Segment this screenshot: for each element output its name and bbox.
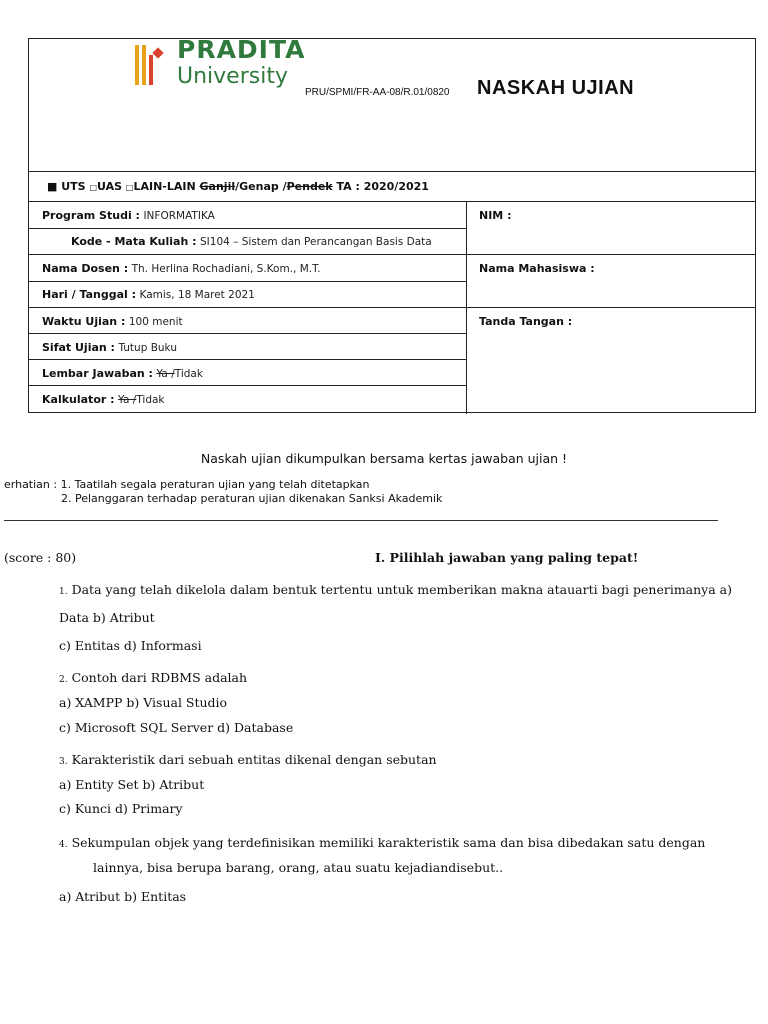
- question-4-continuation: lainnya, bisa berupa barang, orang, atau suatu kejadiandisebut..: [93, 860, 504, 875]
- section-title: I. Pilihlah jawaban yang paling tepat!: [375, 550, 639, 565]
- question-3-options-c: c) Kunci d) Primary: [59, 801, 183, 816]
- question-2: 2. Contoh dari RDBMS adalah: [59, 670, 248, 685]
- nama-mahasiswa-field: Nama Mahasiswa :: [479, 262, 595, 275]
- exam-type-lain: LAIN-LAIN: [133, 180, 196, 193]
- filled-square-icon: ■: [47, 180, 58, 193]
- question-1-options-a: Data b) Atribut: [59, 610, 155, 625]
- exam-header-table: [28, 38, 756, 413]
- tanda-tangan-field: Tanda Tangan :: [479, 315, 573, 328]
- section-divider: [4, 520, 718, 521]
- waktu-ujian-field: Waktu Ujian : 100 menit: [42, 315, 183, 328]
- academic-year: TA : 2020/2021: [336, 180, 429, 193]
- question-4: 4. Sekumpulan objek yang terdefinisikan memiliki karakteristik sama dan bisa dibedakan satu dengan: [59, 835, 706, 850]
- submission-notice: Naskah ujian dikumpulkan bersama kertas jawaban ujian !: [200, 451, 568, 466]
- exam-rules: [4, 478, 442, 506]
- rule-line-1: erhatian : 1. Taatilah segala peraturan ujian yang telah ditetapkan: [4, 478, 370, 491]
- lembar-jawaban-field: Lembar Jawaban : Ya /Tidak: [42, 367, 203, 380]
- kalkulator-field: Kalkulator : Ya /Tidak: [42, 393, 165, 406]
- kode-mata-kuliah-field: Kode - Mata Kuliah : SI104 – Sistem dan Perancangan Basis Data: [71, 235, 432, 248]
- program-studi-field: Program Studi : INFORMATIKA: [42, 209, 215, 222]
- question-4-options-a: a) Atribut b) Entitas: [59, 889, 187, 904]
- question-3-options-a: a) Entity Set b) Atribut: [59, 777, 205, 792]
- hari-tanggal-field: Hari / Tanggal : Kamis, 18 Maret 2021: [42, 288, 255, 301]
- question-3: 3. Karakteristik dari sebuah entitas dikenal dengan sebutan: [59, 752, 437, 767]
- document-code: PRU/SPMI/FR-AA-08/R.01/0820: [305, 87, 450, 98]
- document-title: NASKAH UJIAN: [477, 77, 635, 99]
- nim-field: NIM :: [479, 209, 512, 222]
- sifat-ujian-field: Sifat Ujian : Tutup Buku: [42, 341, 177, 354]
- logo-wordmark: PRADITA: [177, 39, 306, 61]
- semester-pendek: Pendek: [286, 180, 333, 193]
- empty-square-icon: □: [125, 183, 134, 192]
- rule-line-2: 2. Pelanggaran terhadap peraturan ujian dikenakan Sanksi Akademik: [61, 492, 443, 505]
- question-2-options-a: a) XAMPP b) Visual Studio: [59, 695, 228, 710]
- question-1: 1. Data yang telah dikelola dalam bentuk tertentu untuk memberikan makna atauarti bagi penerimanya a): [59, 582, 732, 597]
- exam-type-uts: UTS: [61, 180, 86, 193]
- pradita-logo-mark: [135, 45, 165, 85]
- empty-square-icon: □: [89, 183, 98, 192]
- question-1-options-c: c) Entitas d) Informasi: [59, 638, 202, 653]
- semester-genap: /Genap /: [235, 180, 287, 193]
- semester-ganjil: Ganjil: [199, 180, 236, 193]
- exam-type-uas: UAS: [97, 180, 123, 193]
- nama-dosen-field: Nama Dosen : Th. Herlina Rochadiani, S.Kom., M.T.: [42, 262, 321, 275]
- question-2-options-c: c) Microsoft SQL Server d) Database: [59, 720, 294, 735]
- score-label: (score : 80): [4, 550, 77, 565]
- logo-university: University: [177, 64, 288, 89]
- logo-row: [29, 39, 755, 172]
- exam-type-row: [29, 171, 755, 202]
